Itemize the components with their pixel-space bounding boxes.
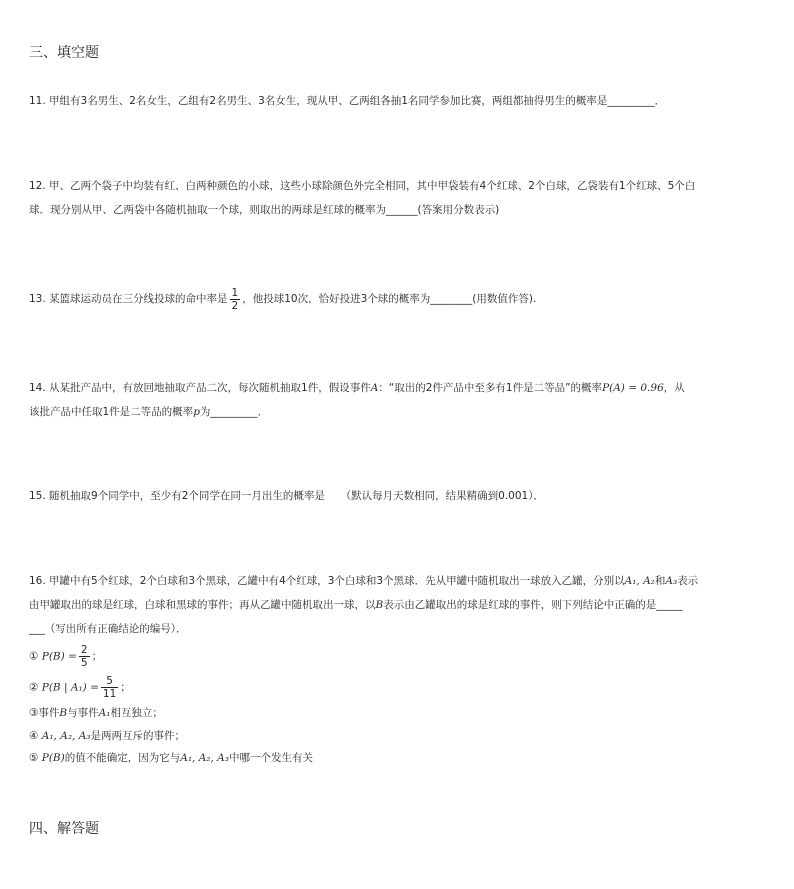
question-16-line-2 bbox=[29, 593, 726, 617]
fraction-denominator: 11 bbox=[102, 688, 117, 700]
q16-text: 16. 甲罐中有5个红球，2个白球和3个黑球，乙罐中有4个红球，3个白球和3个黑球．先从甲罐中随机取出一球放入乙罐，分别以 bbox=[29, 575, 625, 587]
q14-line2-text: 该批产品中任取1件是二等品的概率 bbox=[29, 406, 194, 418]
option-1-fraction bbox=[79, 644, 90, 669]
option-5-label: ⑤ bbox=[29, 752, 39, 764]
q16-line2-text: 由甲罐取出的球是红球，白球和黑球的事件；再从乙罐中随机取出一球，以 bbox=[29, 599, 376, 611]
option-5-vars: A₁, A₂, A₃ bbox=[180, 752, 229, 764]
question-16 bbox=[29, 569, 726, 641]
q16-line2-end: 表示由乙罐取出的球是红球的事件，则下列结论中正确的是_____ bbox=[383, 599, 683, 611]
option-2-end: ； bbox=[120, 681, 131, 694]
option-5 bbox=[29, 749, 313, 767]
option-3-event-b: B bbox=[59, 707, 68, 719]
q14-event: A bbox=[370, 382, 379, 394]
option-2-label: ② bbox=[29, 681, 39, 694]
option-4-label: ④ bbox=[29, 730, 39, 742]
option-3-event-a1: A₁ bbox=[98, 707, 111, 719]
question-13 bbox=[29, 284, 724, 314]
question-13-text: 13. 某篮球运动员在三分线投球的命中率是 bbox=[29, 293, 228, 305]
question-14 bbox=[29, 376, 724, 424]
q14-probability: P(A) = 0.96 bbox=[602, 382, 664, 394]
section-3-title: 三、填空题 bbox=[29, 45, 99, 61]
fraction-denominator: 2 bbox=[231, 299, 239, 312]
q14-variable: p bbox=[193, 406, 200, 418]
option-3-mid: 与事件 bbox=[67, 707, 99, 719]
q14-text-mid: ：“取出的2件产品中至多有1件是二等品”的概率 bbox=[378, 382, 603, 394]
option-1-end: ； bbox=[91, 650, 103, 663]
q16-text-end: 表示 bbox=[677, 575, 699, 587]
question-14-line-1 bbox=[29, 376, 724, 400]
option-4-vars: A₁, A₂, A₃ bbox=[41, 730, 91, 742]
q16-event-b: B bbox=[375, 599, 384, 611]
q16-and: 和 bbox=[654, 575, 666, 587]
question-12 bbox=[29, 174, 724, 222]
option-3-end: 相互独立； bbox=[110, 707, 163, 719]
q14-line2-end: 为_________． bbox=[199, 406, 269, 418]
question-13-text-end: ，他投球10次，恰好投进3个球的概率为________(用数值作答). bbox=[242, 293, 537, 305]
fraction-numerator: 2 bbox=[80, 644, 88, 656]
option-5-expr: P(B) bbox=[41, 752, 65, 764]
option-2-fraction bbox=[101, 675, 118, 700]
option-1-expr: P(B) = bbox=[41, 650, 77, 663]
question-16-line-1 bbox=[29, 569, 726, 593]
option-1-label: ① bbox=[29, 650, 39, 663]
question-12-line-2: 球．现分别从甲、乙两袋中各随机抽取一个球，则取出的两球是红球的概率为______(答案用分数表示) bbox=[29, 204, 500, 216]
question-11: 11. 甲组有3名男生、2名女生，乙组有2名男生、3名女生，现从甲、乙两组各抽1名同学参加比赛，两组都抽得男生的概率是_________． bbox=[29, 95, 666, 107]
option-5-mid: 的值不能确定，因为它与 bbox=[64, 752, 181, 764]
fraction-numerator: 1 bbox=[231, 286, 239, 299]
option-2 bbox=[29, 675, 131, 700]
option-2-expr: P(B | A₁) = bbox=[41, 681, 99, 694]
q14-text-end: ，从 bbox=[663, 382, 685, 394]
question-15: 15. 随机抽取9个同学中，至少有2个同学在同一月出生的概率是 （默认每月天数相同，结果精确到0.001）． bbox=[29, 490, 544, 502]
section-4-title: 四、解答题 bbox=[29, 821, 99, 837]
q16-vars: A₁, A₂ bbox=[624, 575, 655, 587]
option-5-end: 中哪一个发生有关 bbox=[228, 752, 313, 764]
q16-var3: A₃ bbox=[665, 575, 678, 587]
question-13-fraction bbox=[230, 287, 241, 312]
question-12-line-1: 12. 甲、乙两个袋子中均装有红、白两种颜色的小球，这些小球除颜色外完全相同，其中甲袋装有4个红球、2个白球，乙袋装有1个红球、5个白 bbox=[29, 180, 696, 192]
option-4-end: 是两两互斥的事件； bbox=[90, 730, 185, 742]
option-3-text: ③事件 bbox=[29, 707, 60, 719]
q14-text: 14. 从某批产品中，有放回地抽取产品二次，每次随机抽取1件，假设事件 bbox=[29, 382, 371, 394]
question-16-line-3: ___（写出所有正确结论的编号）． bbox=[29, 623, 187, 635]
option-4 bbox=[29, 727, 185, 745]
option-1 bbox=[29, 644, 102, 669]
fraction-numerator: 5 bbox=[101, 675, 118, 688]
fraction-denominator: 5 bbox=[80, 657, 88, 669]
question-14-line-2 bbox=[29, 400, 724, 424]
option-3 bbox=[29, 704, 163, 722]
